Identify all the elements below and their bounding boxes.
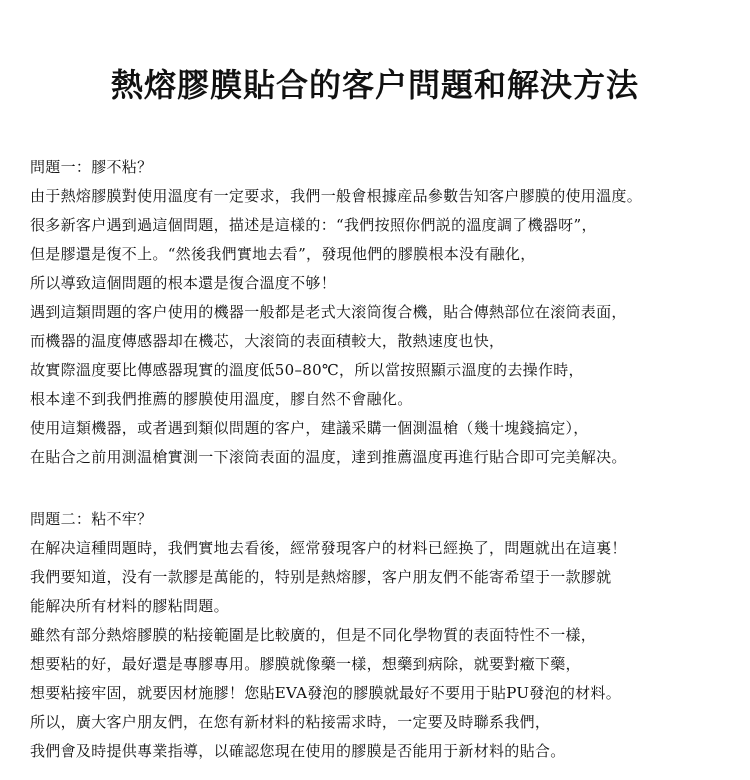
section-problem-2 [30,505,745,766]
page-title: 熱熔膠膜貼合的客户問題和解決方法 [110,66,639,104]
paragraph-line: 很多新客户遇到過這個問題，描述是這樣的：“我們按照你們説的溫度調了機器呀”， [30,216,597,234]
paragraph-line: 想要粘的好，最好還是專膠專用。膠膜就像藥一樣，想藥到病除，就要對癥下藥， [30,655,581,673]
paragraph-line: 遇到這類問題的客户使用的機器一般都是老式大滚筒復合機，貼合傳熱部位在滚筒表面， [30,303,627,321]
paragraph-line: 雖然有部分熱熔膠膜的粘接範圍是比較廣的，但是不同化學物質的表面特性不一樣， [30,626,597,644]
section-heading: 問題二：粘不牢？ [30,510,153,528]
section-heading: 問題一：膠不粘？ [30,158,153,176]
paragraph-line: 根本達不到我們推薦的膠膜使用溫度，膠自然不會融化。 [30,390,413,408]
paragraph-line: 在解决這種問題時，我們實地去看後，經常發現客户的材料已經换了，問題就出在這裏！ [30,539,627,557]
paragraph-line: 故實際溫度要比傳感器現實的溫度低50–80℃，所以當按照顯示溫度的去操作時， [30,361,584,379]
paragraph-line: 使用這類機器，或者遇到類似問題的客户，建議采購一個測温槍（幾十塊錢搞定）， [30,419,589,437]
paragraph-line: 但是膠還是復不上。“然後我們實地去看”，發現他們的膠膜根本没有融化， [30,245,536,263]
paragraph-line: 由于熱熔膠膜對使用溫度有一定要求，我們一般會根據産品參數告知客户膠膜的使用溫度。 [30,187,643,205]
paragraph-line: 所以導致這個問題的根本還是復合溫度不够！ [30,274,337,292]
paragraph-line: 而機器的温度傳感器却在機芯，大滚筒的表面積較大，散熱速度也快， [30,332,505,350]
paragraph-line: 所以，廣大客户朋友們，在您有新材料的粘接需求時，一定要及時聯系我們， [30,713,551,731]
paragraph-line: 我們會及時提供專業指導，以確認您現在使用的膠膜是否能用于新材料的貼合。 [30,742,566,760]
paragraph-line: 想要粘接牢固，就要因材施膠！您貼EVA發泡的膠膜就最好不要用于貼PU發泡的材料。 [30,684,622,702]
paragraph-line: 我們要知道，没有一款膠是萬能的，特别是熱熔膠，客户朋友們不能寄希望于一款膠就 [30,568,612,586]
paragraph-line: 在貼合之前用測温槍實測一下滚筒表面的温度，達到推薦溫度再進行貼合即可完美解决。 [30,448,627,466]
paragraph-line: 能解决所有材料的膠粘問題。 [30,597,229,615]
section-problem-1 [30,153,745,472]
